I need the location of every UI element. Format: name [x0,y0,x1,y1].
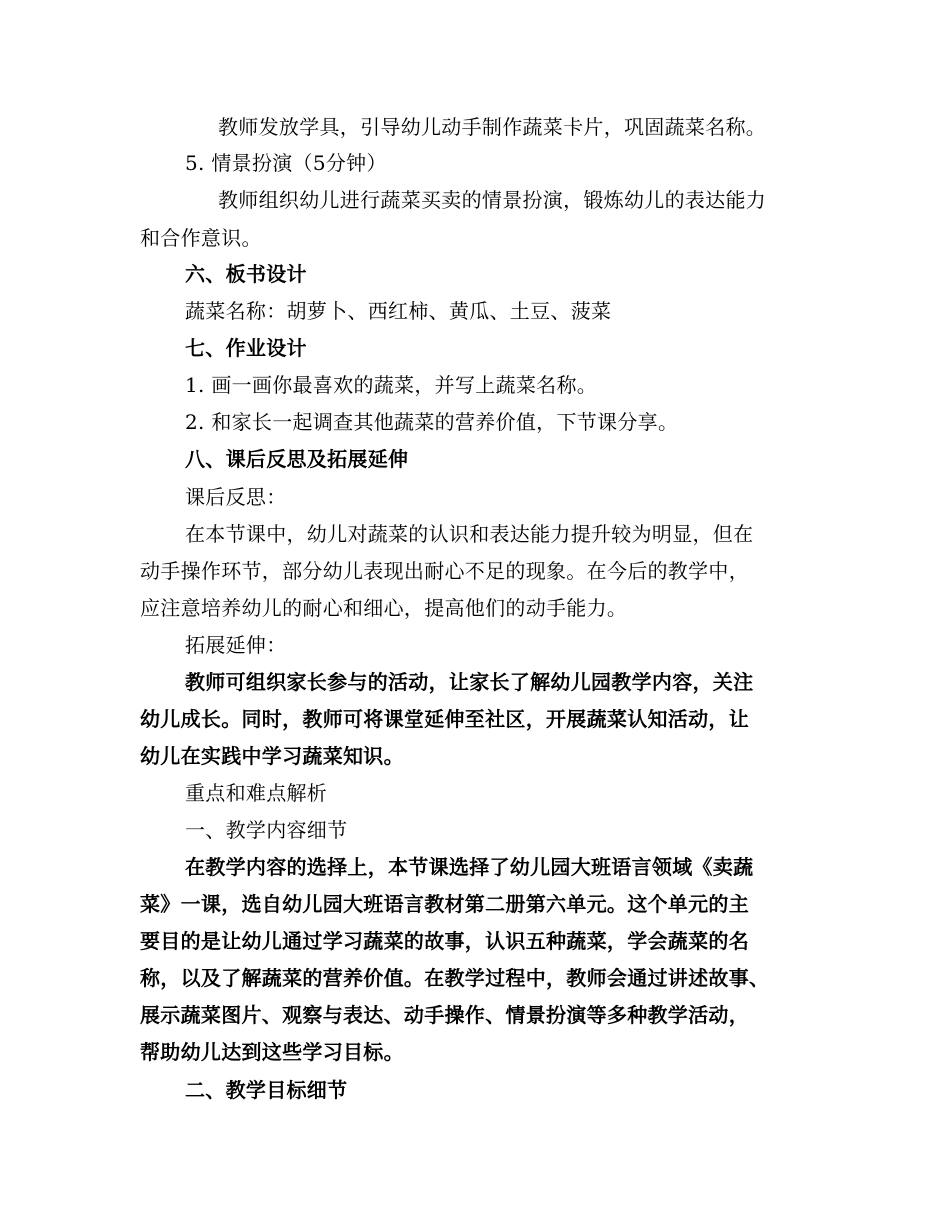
paragraph-text: 应注意培养幼儿的耐心和细心，提高他们的动手能力。 [140,596,628,620]
list-item: 2. 和家长一起调查其他蔬菜的营养价值，下节课分享。 [185,410,679,434]
subheading-text: 拓展延伸： [185,633,287,657]
section-heading: 一、教学内容细节 [185,818,348,842]
paragraph-text: 动手操作环节，部分幼儿表现出耐心不足的现象。在今后的教学中， [140,559,749,583]
subheading-text: 课后反思： [185,485,287,509]
section-heading: 六、板书设计 [185,262,307,286]
list-item: 1. 画一画你最喜欢的蔬菜，并写上蔬菜名称。 [185,373,598,397]
bold-paragraph-text: 菜》一课，选自幼儿园大班语言教材第二册第六单元。这个单元的主 [140,892,749,916]
section-heading: 重点和难点解析 [185,781,328,805]
bold-paragraph-text: 在教学内容的选择上，本节课选择了幼儿园大班语言领域《卖蔬 [185,855,754,879]
section-heading: 七、作业设计 [185,336,307,360]
paragraph-text: 教师组织幼儿进行蔬菜买卖的情景扮演，锻炼幼儿的表达能力 [218,188,767,212]
paragraph-text: 在本节课中，幼儿对蔬菜的认识和表达能力提升较为明显，但在 [185,522,754,546]
bold-paragraph-text: 幼儿成长。同时，教师可将课堂延伸至社区，开展蔬菜认知活动，让 [140,707,749,731]
bold-paragraph-text: 展示蔬菜图片、观察与表达、动手操作、情景扮演等多种教学活动， [140,1003,749,1027]
bold-paragraph-text: 帮助幼儿达到这些学习目标。 [140,1040,404,1064]
bold-paragraph-text: 幼儿在实践中学习蔬菜知识。 [140,744,404,768]
list-item-heading: 5. 情景扮演（5分钟） [185,151,387,175]
section-heading: 二、教学目标细节 [185,1078,348,1102]
section-heading: 八、课后反思及拓展延伸 [185,447,409,471]
paragraph-text: 教师发放学具，引导幼儿动手制作蔬菜卡片，巩固蔬菜名称。 [218,115,767,139]
paragraph-text: 和合作意识。 [140,226,262,250]
bold-paragraph-text: 称，以及了解蔬菜的营养价值。在教学过程中，教师会通过讲述故事、 [140,966,770,990]
paragraph-text: 蔬菜名称：胡萝卜、西红柿、黄瓜、土豆、菠菜 [185,299,612,323]
bold-paragraph-text: 要目的是让幼儿通过学习蔬菜的故事，认识五种蔬菜，学会蔬菜的名 [140,929,749,953]
bold-paragraph-text: 教师可组织家长参与的活动，让家长了解幼儿园教学内容，关注 [185,670,754,694]
